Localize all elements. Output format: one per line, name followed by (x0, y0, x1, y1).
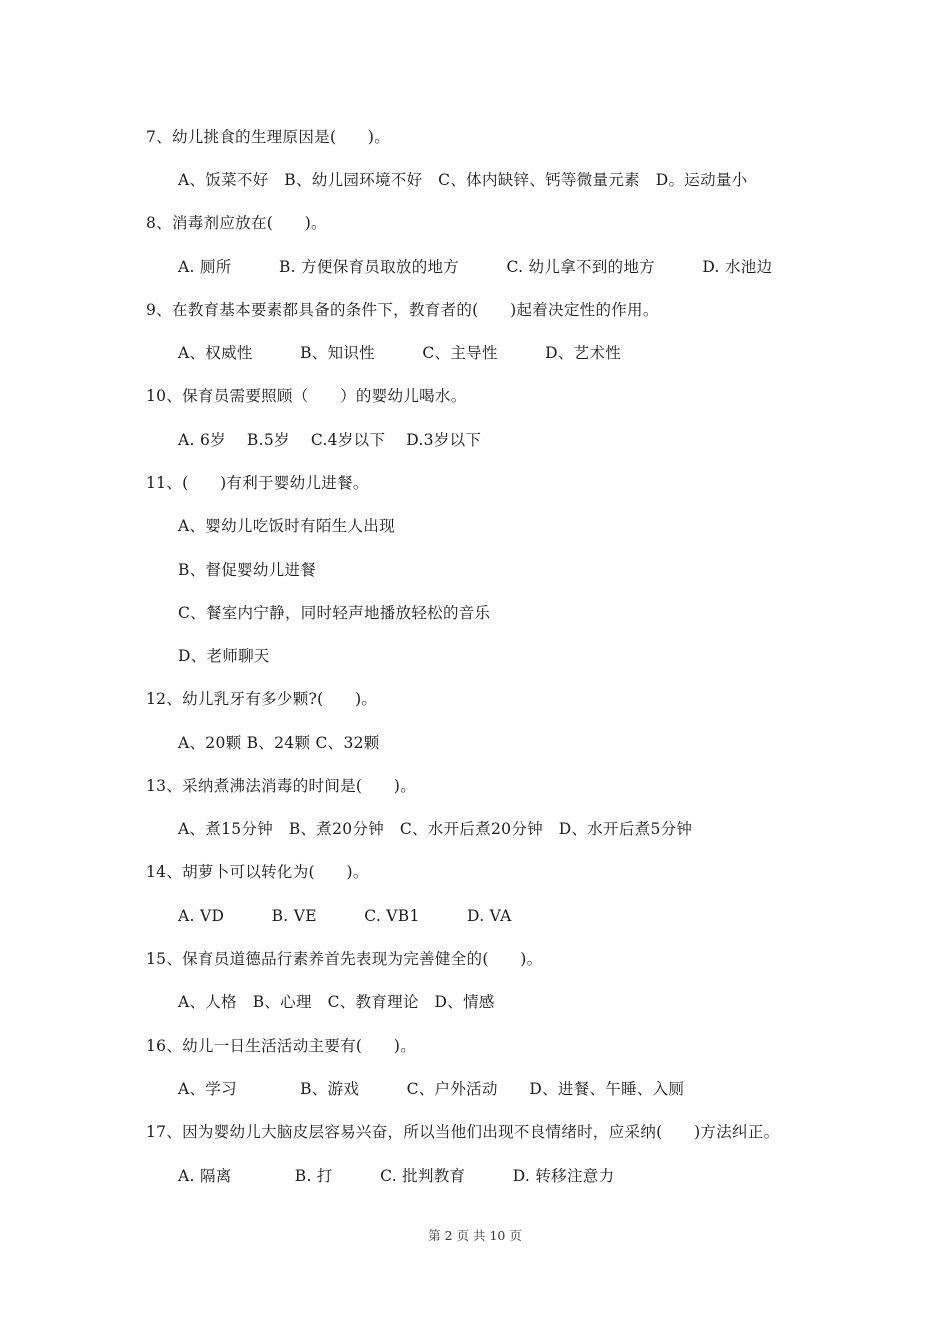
question-7-stem: 7、幼儿挑食的生理原因是( )。 (146, 128, 391, 146)
question-11-option-b: B、督促婴幼儿进餐 (178, 561, 317, 579)
question-11-option-d: D、老师聊天 (178, 647, 270, 665)
question-9-options: A、权威性 B、知识性 C、主导性 D、艺术性 (178, 344, 622, 362)
question-12-options: A、20颗 B、24颗 C、32颗 (178, 734, 380, 752)
question-13-stem: 13、采纳煮沸法消毒的时间是( )。 (146, 777, 417, 795)
question-17-options: A. 隔离 B. 打 C. 批判教育 D. 转移注意力 (178, 1167, 615, 1185)
page-footer: 第 2 页 共 10 页 (428, 1228, 522, 1243)
question-13-options: A、煮15分钟 B、煮20分钟 C、水开后煮20分钟 D、水开后煮5分钟 (178, 820, 693, 838)
question-15-stem: 15、保育员道德品行素养首先表现为完善健全的( )。 (146, 950, 543, 968)
question-17-stem: 17、因为婴幼儿大脑皮层容易兴奋，所以当他们出现不良情绪时，应采纳( )方法纠正。 (146, 1123, 780, 1141)
question-14-stem: 14、胡萝卜可以转化为( )。 (146, 863, 369, 881)
question-11-stem: 11、( )有利于婴幼儿进餐。 (146, 474, 369, 492)
question-16-stem: 16、幼儿一日生活活动主要有( )。 (146, 1037, 417, 1055)
question-11-option-c: C、餐室内宁静，同时轻声地播放轻松的音乐 (178, 604, 491, 622)
question-14-options: A. VD B. VE C. VB1 D. VA (178, 907, 512, 925)
question-11-option-a: A、婴幼儿吃饭时有陌生人出现 (178, 517, 395, 535)
question-8-options: A. 厕所 B. 方便保育员取放的地方 C. 幼儿拿不到的地方 D. 水池边 (178, 258, 773, 276)
question-15-options: A、人格 B、心理 C、教育理论 D、情感 (178, 993, 495, 1011)
question-12-stem: 12、幼儿乳牙有多少颗?( )。 (146, 690, 378, 708)
question-10-stem: 10、保育员需要照顾（ ）的婴幼儿喝水。 (146, 387, 467, 405)
question-9-stem: 9、在教育基本要素都具备的条件下，教育者的( )起着决定性的作用。 (146, 301, 659, 319)
question-16-options: A、学习 B、游戏 C、户外活动 D、进餐、午睡、入厕 (178, 1080, 685, 1098)
question-10-options: A. 6岁 B.5岁 C.4岁以下 D.3岁以下 (178, 431, 482, 449)
question-7-options: A、饭菜不好 B、幼儿园环境不好 C、体内缺锌、钙等微量元素 D。运动量小 (178, 171, 748, 189)
question-8-stem: 8、消毒剂应放在( )。 (146, 214, 327, 232)
